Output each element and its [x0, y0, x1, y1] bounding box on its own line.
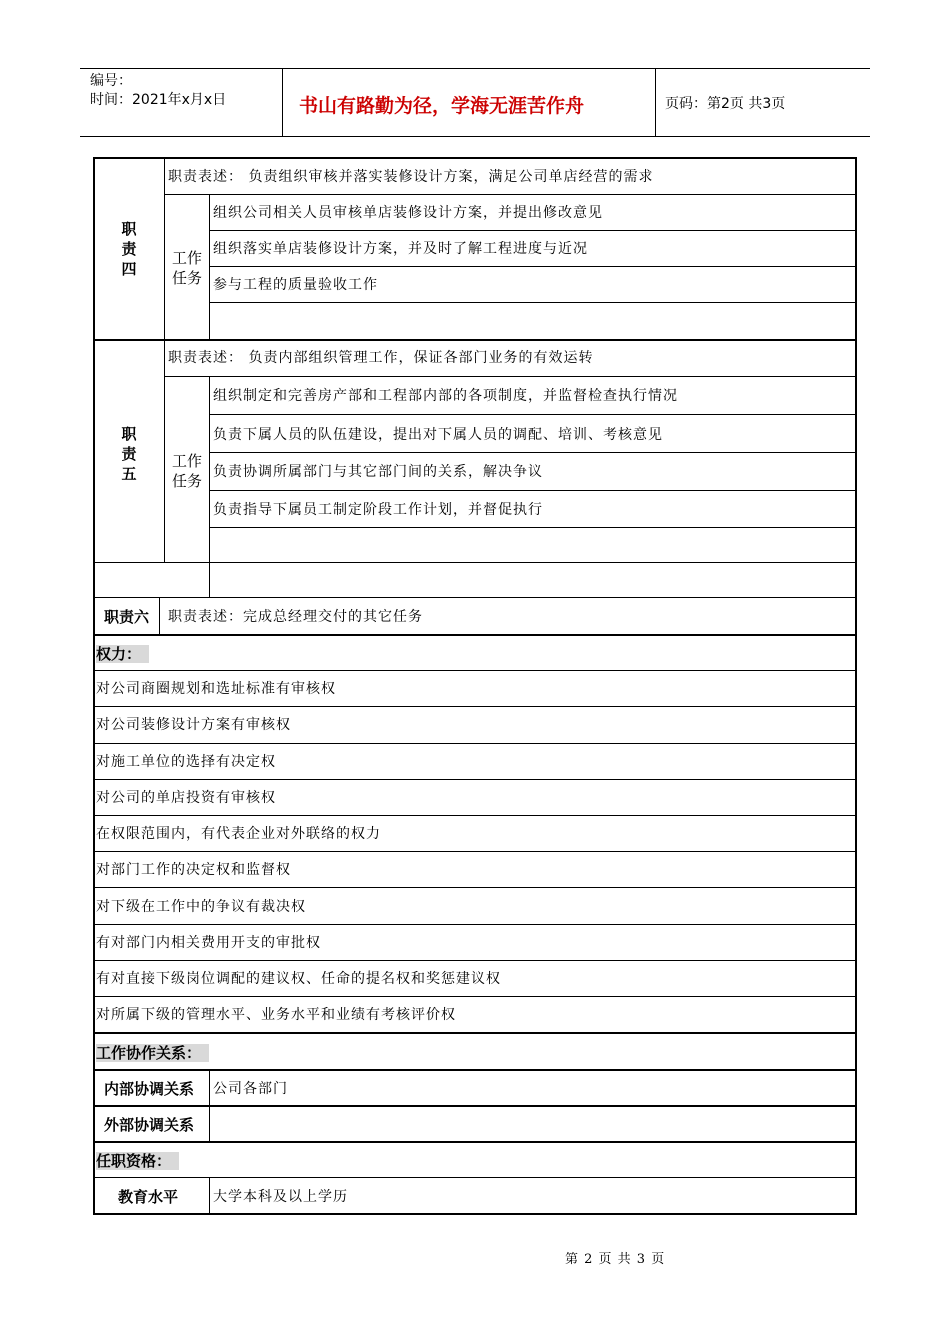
duty-4-task: 参与工程的质量验收工作	[213, 277, 378, 293]
cooperation-heading: 工作协作关系：	[96, 1044, 209, 1062]
divider	[164, 194, 856, 195]
authority-item: 对公司装修设计方案有审核权	[96, 717, 291, 733]
authority-item: 对部门工作的决定权和监督权	[96, 862, 291, 878]
divider	[93, 634, 857, 636]
duty-4-task-label: 工作任务	[171, 249, 202, 287]
divider	[93, 562, 856, 563]
duty-5-task: 组织制定和完善房产部和工程部内部的各项制度，并监督检查执行情况	[213, 388, 678, 404]
duty-4-title: 职责四	[121, 220, 137, 278]
date-label: 时间：2021年x月x日	[90, 92, 227, 108]
internal-coordination-value: 公司各部门	[213, 1081, 288, 1097]
authority-item: 对公司的单店投资有审核权	[96, 790, 276, 806]
divider	[93, 960, 856, 961]
divider	[93, 815, 856, 816]
authority-item: 对公司商圈规划和选址标准有审核权	[96, 681, 336, 697]
divider	[209, 527, 856, 528]
divider	[93, 339, 857, 341]
header-top-rule	[80, 68, 870, 69]
divider	[209, 194, 210, 340]
qualification-heading: 任职资格：	[96, 1152, 179, 1170]
authority-item: 有对部门内相关费用开支的审批权	[96, 935, 321, 951]
divider	[209, 414, 856, 415]
header-divider	[282, 68, 283, 136]
divider	[93, 779, 856, 780]
duty-5-description: 职责表述： 负责内部组织管理工作，保证各部门业务的有效运转	[168, 350, 594, 366]
header-divider	[655, 68, 656, 136]
table-top-border	[93, 157, 857, 159]
serial-number-label: 编号：	[90, 73, 132, 89]
divider	[93, 851, 856, 852]
education-value: 大学本科及以上学历	[213, 1189, 348, 1205]
divider	[209, 266, 856, 267]
divider	[93, 670, 856, 671]
duty-6-description: 职责表述：完成总经理交付的其它任务	[168, 609, 423, 625]
duty-4-description: 职责表述： 负责组织审核并落实装修设计方案，满足公司单店经营的需求	[168, 169, 654, 185]
divider	[93, 924, 856, 925]
authority-item: 对施工单位的选择有决定权	[96, 754, 276, 770]
authority-item: 对所属下级的管理水平、业务水平和业绩有考核评价权	[96, 1007, 456, 1023]
divider	[93, 1032, 857, 1034]
duty-6-title: 职责六	[104, 608, 150, 626]
table-right-border	[855, 158, 857, 1214]
divider	[93, 1105, 857, 1107]
divider	[93, 706, 856, 707]
divider	[209, 1178, 210, 1214]
authority-item: 在权限范围内，有代表企业对外联络的权力	[96, 826, 381, 842]
divider	[209, 376, 210, 597]
duty-5-title: 职责五	[121, 425, 137, 483]
divider	[164, 376, 856, 377]
divider	[209, 1070, 210, 1142]
duty-4-task: 组织公司相关人员审核单店装修设计方案，并提出修改意见	[213, 205, 603, 221]
header-bottom-rule	[80, 136, 870, 137]
divider	[209, 302, 856, 303]
education-label: 教育水平	[118, 1188, 179, 1206]
header-motto: 书山有路勤为径，学海无涯苦作舟	[299, 95, 585, 117]
divider	[209, 230, 856, 231]
duty-5-task: 负责协调所属部门与其它部门间的关系，解决争议	[213, 464, 543, 480]
divider	[93, 1141, 857, 1143]
divider	[93, 1069, 857, 1071]
divider	[164, 158, 165, 340]
duty-4-task: 组织落实单店装修设计方案，并及时了解工程进度与近况	[213, 241, 588, 257]
divider	[93, 1177, 856, 1178]
divider	[93, 597, 856, 598]
internal-coordination-label: 内部协调关系	[104, 1080, 195, 1098]
divider	[209, 490, 856, 491]
page-indicator: 页码：第2页 共3页	[665, 96, 786, 112]
duty-5-task-label: 工作任务	[171, 452, 202, 490]
page-footer: 第 2 页 共 3 页	[565, 1252, 666, 1267]
divider	[93, 996, 856, 997]
external-coordination-label: 外部协调关系	[104, 1116, 195, 1134]
authority-item: 有对直接下级岗位调配的建议权、任命的提名权和奖惩建议权	[96, 971, 501, 987]
divider	[93, 743, 856, 744]
divider	[164, 340, 165, 562]
divider	[209, 452, 856, 453]
divider	[93, 887, 856, 888]
duty-5-task: 负责下属人员的队伍建设，提出对下属人员的调配、培训、考核意见	[213, 427, 663, 443]
table-bottom-border	[93, 1213, 857, 1215]
authority-item: 对下级在工作中的争议有裁决权	[96, 899, 306, 915]
authority-heading: 权力：	[96, 645, 149, 663]
table-left-border	[93, 158, 95, 1214]
duty-5-task: 负责指导下属员工制定阶段工作计划，并督促执行	[213, 502, 543, 518]
divider	[159, 598, 160, 634]
